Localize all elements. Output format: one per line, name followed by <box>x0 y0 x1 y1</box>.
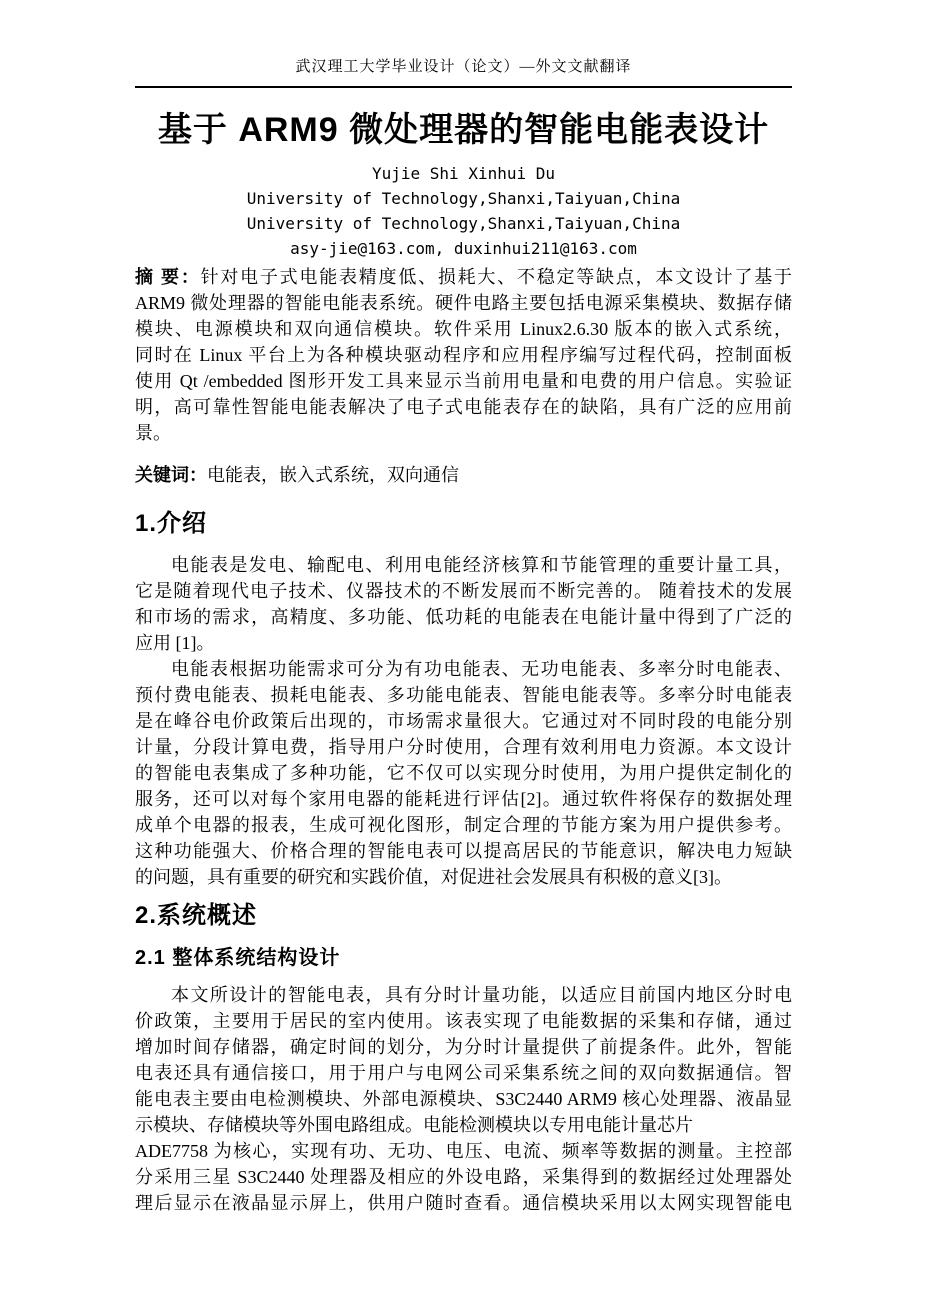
text-line: 和市场的需求，高精度、多功能、低功耗的电能表在电能计量中得到了广泛的 <box>135 607 792 627</box>
abstract-label: 摘 要： <box>135 267 201 287</box>
abstract-line: 使用 Qt /embedded 图形开发工具来显示当前用电量和电费的用户信息。实验证 <box>135 371 792 391</box>
section-2-1-heading: 2.1 整体系统结构设计 <box>135 947 341 969</box>
text-line: 电能表根据功能需求可分为有功电能表、无功电能表、多率分时电能表、 <box>171 659 792 679</box>
author-affiliation-1: University of Technology,Shanxi,Taiyuan,China <box>246 189 681 208</box>
text-line: 电表还具有通信接口，用于用户与电网公司采集系统之间的双向数据通信。智 <box>135 1063 792 1083</box>
text-line: 计量，分段计算电费，指导用户分时使用，合理有效利用电力资源。本文设计 <box>135 737 792 757</box>
paper-title: 基于 ARM9 微处理器的智能电能表设计 <box>157 111 770 149</box>
text-line: 成单个电器的报表，生成可视化图形，制定合理的节能方案为用户提供参考。 <box>135 815 792 835</box>
abstract-line: 模块、电源模块和双向通信模块。软件采用 Linux2.6.30 版本的嵌入式系统， <box>135 319 792 339</box>
keywords-label: 关键词： <box>135 465 207 485</box>
section-1-paragraph-1 <box>135 552 792 656</box>
section-2-heading: 2.系统概述 <box>135 902 258 929</box>
text-line: 能电表主要由电检测模块、外部电源模块、S3C2440 ARM9 核心处理器、液晶显 <box>135 1089 792 1109</box>
abstract-line: 明，高可靠性智能电能表解决了电子式电能表存在的缺陷，具有广泛的应用前 <box>135 397 792 417</box>
author-affiliation-2: University of Technology,Shanxi,Taiyuan,China <box>246 214 681 233</box>
text-line: 理后显示在液晶显示屏上，供用户随时查看。通信模块采用以太网实现智能电 <box>135 1193 792 1213</box>
text-line: 这种功能强大、价格合理的智能电表可以提高居民的节能意识，解决电力短缺 <box>135 841 792 861</box>
text-line: 是在峰谷电价政策后出现的，市场需求量很大。它通过对不同时段的电能分别 <box>135 711 792 731</box>
text-line: 它是随着现代电子技术、仪器技术的不断发展而不断完善的。 随着技术的发展 <box>135 581 792 601</box>
section-1-heading: 1.介绍 <box>135 510 208 537</box>
text-line: 服务，还可以对每个家用电器的能耗进行评估[2]。通过软件将保存的数据处理 <box>135 789 792 809</box>
keywords-text: 电能表，嵌入式系统，双向通信 <box>207 465 459 485</box>
abstract-line-text: 针对电子式电能表精度低、损耗大、不稳定等缺点，本文设计了基于 <box>200 267 792 287</box>
text-line: ADE7758 为核心，实现有功、无功、电压、电流、频率等数据的测量。主控部 <box>135 1141 792 1161</box>
abstract-line: ARM9 微处理器的智能电能表系统。硬件电路主要包括电源采集模块、数据存储 <box>135 293 792 313</box>
page-header-text: 武汉理工大学毕业设计（论文）—外文文献翻译 <box>295 59 632 75</box>
text-line: 价政策，主要用于居民的室内使用。该表实现了电能数据的采集和存储，通过 <box>135 1011 792 1031</box>
abstract-line <box>135 264 792 290</box>
author-emails: asy-jie@163.com, duxinhui211@163.com <box>290 239 637 258</box>
text-line: 电能表是发电、输配电、利用电能经济核算和节能管理的重要计量工具， <box>171 555 792 575</box>
section-1-paragraph-2 <box>135 656 792 890</box>
text-line: 预付费电能表、损耗电能表、多功能电能表、智能电能表等。多率分时电能表 <box>135 685 792 705</box>
text-line: 的智能电表集成了多种功能，它不仅可以实现分时使用，为用户提供定制化的 <box>135 763 792 783</box>
abstract-line: 景。 <box>135 423 171 443</box>
keywords-line <box>135 462 792 488</box>
author-block <box>135 161 792 261</box>
abstract-line: 同时在 Linux 平台上为各种模块驱动程序和应用程序编写过程代码，控制面板 <box>135 345 792 365</box>
text-line: 示模块、存储模块等外围电路组成。电能检测模块以专用电能计量芯片 <box>135 1115 693 1135</box>
author-names: Yujie Shi Xinhui Du <box>371 164 556 183</box>
section-2-1-paragraph <box>135 982 792 1216</box>
text-line: 本文所设计的智能电表，具有分时计量功能，以适应目前国内地区分时电 <box>171 985 792 1005</box>
abstract <box>135 264 792 446</box>
page-header <box>135 0 792 88</box>
text-line: 增加时间存储器，确定时间的划分，为分时计量提供了前提条件。此外，智能 <box>135 1037 792 1057</box>
text-line: 应用 [1]。 <box>135 633 215 653</box>
text-line: 分采用三星 S3C2440 处理器及相应的外设电路，采集得到的数据经过处理器处 <box>135 1167 792 1187</box>
text-line: 的问题，具有重要的研究和实践价值，对促进社会发展具有积极的意义[3]。 <box>135 867 732 887</box>
